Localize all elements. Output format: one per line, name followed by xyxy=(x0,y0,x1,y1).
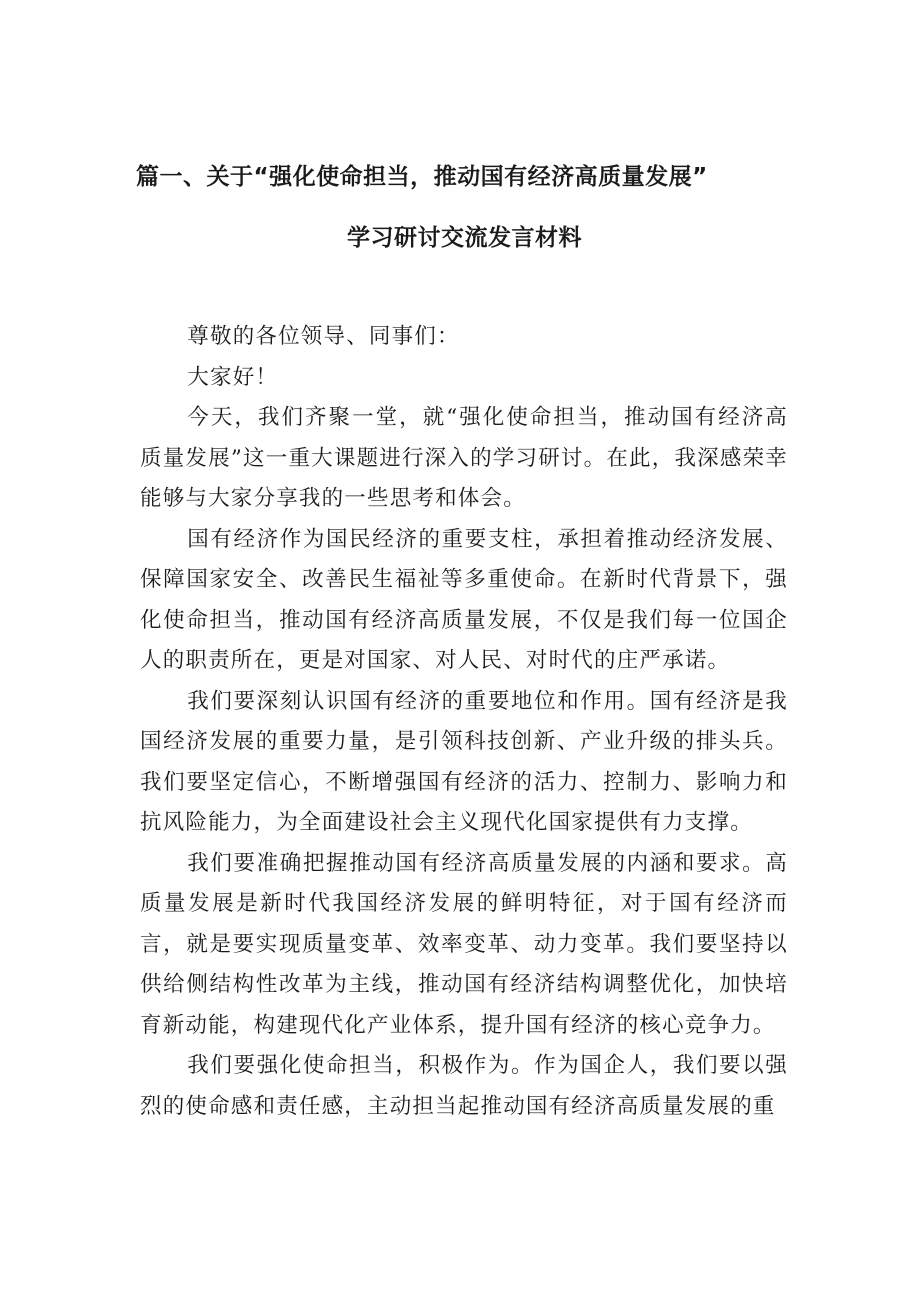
body-paragraph: 今天，我们齐聚一堂，就“强化使命担当，推动国有经济高质量发展”这一重大课题进行深入的学习研讨。在此，我深感荣幸能够与大家分享我的一些思考和体会。 xyxy=(140,405,788,511)
document-body xyxy=(140,317,788,1127)
document-title-line-2: 学习研讨交流发言材料 xyxy=(347,225,582,251)
salutation: 尊敬的各位领导、同事们： xyxy=(187,324,460,349)
body-paragraph: 我们要强化使命担当，积极作为。作为国企人，我们要以强烈的使命感和责任感，主动担当起推动国有经济高质量发展的重 xyxy=(140,1053,788,1119)
body-paragraph: 我们要准确把握推动国有经济高质量发展的内涵和要求。高质量发展是新时代我国经济发展的鲜明特征，对于国有经济而言，就是要实现质量变革、效率变革、动力变革。我们要坚持以供给侧结构性改革为主线，推动国有经济结构调整优化，加快培育新动能，构建现代化产业体系，提升国有经济的核心竞争力。 xyxy=(140,850,788,1038)
greeting: 大家好！ xyxy=(187,364,279,390)
document-title-line-1: 篇一、关于“强化使命担当，推动国有经济高质量发展” xyxy=(136,164,708,190)
body-paragraph: 国有经济作为国民经济的重要支柱，承担着推动经济发展、保障国家安全、改善民生福祉等多重使命。在新时代背景下，强化使命担当，推动国有经济高质量发展，不仅是我们每一位国企人的职责所在，更是对国家、对人民、对时代的庄严承诺。 xyxy=(140,526,788,673)
body-paragraph: 我们要深刻认识国有经济的重要地位和作用。国有经济是我国经济发展的重要力量，是引领科技创新、产业升级的排头兵。我们要坚定信心，不断增强国有经济的活力、控制力、影响力和抗风险能力，为全面建设社会主义现代化国家提供有力支撑。 xyxy=(140,688,788,835)
